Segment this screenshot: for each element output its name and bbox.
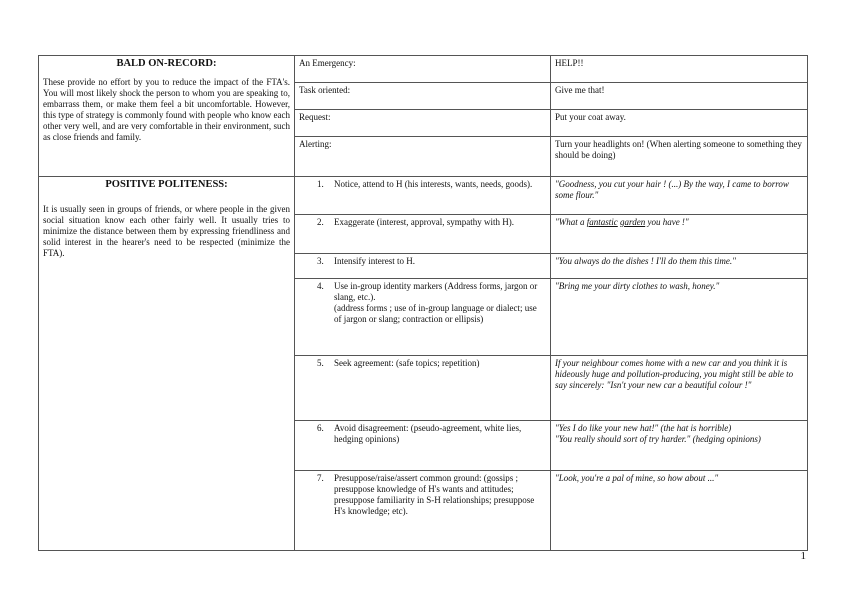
strategy-number: 3. [317, 256, 324, 266]
example-cell: "Goodness, you cut your hair ! (...) By the way, I came to borrow some flour." [551, 177, 808, 215]
bald-label: An Emergency: [295, 56, 551, 83]
bald-label: Alerting: [295, 137, 551, 177]
strategy-cell [295, 356, 551, 421]
table-row [39, 177, 808, 215]
example-underlined: fantastic [586, 217, 618, 227]
strategy-text: Presuppose/raise/assert common ground: (gossips ; presuppose knowledge of H's wants and attitudes; presuppose familiarity in S-H relationships; presuppose H's knowledge; etc). [334, 473, 535, 516]
example-text: you have !" [645, 217, 689, 227]
strategy-number: 7. [317, 473, 324, 483]
example-cell [551, 215, 808, 254]
strategy-cell [295, 279, 551, 356]
bald-example: Turn your headlights on! (When alerting someone to something they should be doing) [551, 137, 808, 177]
strategy-cell [295, 421, 551, 471]
example-cell: "Look, you're a pal of mine, so how about ..." [551, 471, 808, 551]
politeness-table [38, 55, 808, 551]
strategy-number: 4. [317, 281, 324, 291]
bald-description: These provide no effort by you to reduce the impact of the FTA's. You will most likely shock the person to whom you are speaking to, embarrass them, or make them feel a bit uncomfortable. However, this type of strategy is commonly found with people who know each other very well, and are very comfortable in their environment, such as close friends and family. [43, 76, 290, 142]
bald-example: Give me that! [551, 83, 808, 110]
strategy-text: Exaggerate (interest, approval, sympathy with H). [334, 217, 514, 227]
positive-heading: POSITIVE POLITENESS: [105, 179, 228, 190]
strategy-number: 2. [317, 217, 324, 227]
positive-description: It is usually seen in groups of friends, or where people in the given social situation know each other fairly well. It usually tries to minimize the distance between them by expressing friendliness and solid interest in the hearer's need to be respected (minimize the FTA). [43, 203, 290, 258]
example-text: "What a [555, 217, 587, 227]
example-cell: "You always do the dishes ! I'll do them this time." [551, 254, 808, 279]
strategy-text: Seek agreement: (safe topics; repetition) [334, 358, 480, 368]
strategy-number: 5. [317, 358, 324, 368]
bald-label: Task oriented: [295, 83, 551, 110]
example-cell [551, 421, 808, 471]
page-number: 1 [800, 550, 806, 562]
strategy-text: Notice, attend to H (his interests, wants, needs, goods). [334, 179, 533, 189]
strategy-cell [295, 215, 551, 254]
strategy-extra: (address forms ; use of in-group language or dialect; use of jargon or slang; contraction or ellipsis) [334, 302, 537, 324]
bald-heading: BALD ON-RECORD: [116, 58, 217, 69]
strategy-text: Use in-group identity markers (Address forms, jargon or slang, etc.). [334, 281, 538, 302]
strategy-number: 6. [317, 423, 324, 433]
positive-cell [39, 177, 295, 551]
bald-label: Request: [295, 110, 551, 137]
example-cell: If your neighbour comes home with a new car and you think it is hideously huge and pollution-producing, you might still be able to say sincerely: "Isn't your new car a beautiful colour !" [551, 356, 808, 421]
strategy-text: Intensify interest to H. [334, 256, 415, 266]
example-underlined: garden [620, 217, 646, 227]
bald-cell [39, 56, 295, 177]
strategy-number: 1. [317, 179, 324, 189]
strategy-cell [295, 177, 551, 215]
bald-example: Put your coat away. [551, 110, 808, 137]
example-cell: "Bring me your dirty clothes to wash, honey." [551, 279, 808, 356]
strategy-text: Avoid disagreement: (pseudo-agreement, white lies, hedging opinions) [334, 423, 522, 444]
bald-example: HELP!! [551, 56, 808, 83]
strategy-cell [295, 254, 551, 279]
table-row [39, 56, 808, 83]
example-text: "You really should sort of try harder." (hedging opinions) [555, 433, 761, 444]
strategy-cell [295, 471, 551, 551]
example-text: "Yes I do like your new hat!" (the hat is horrible) [555, 423, 732, 433]
